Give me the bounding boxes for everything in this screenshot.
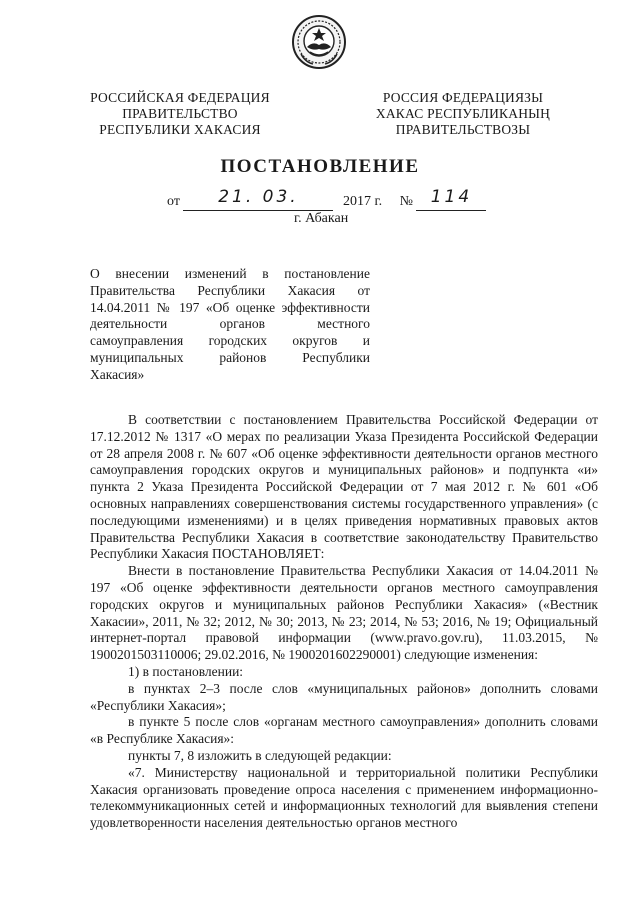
body-paragraph: пункты 7, 8 изложить в следующей редакции: xyxy=(128,747,392,763)
subject-line: деятельности органов местного xyxy=(90,316,370,332)
subject-line: 14.04.2011 № 197 «Об оценке эффективности xyxy=(90,299,370,315)
handwritten-date: 21. 03. xyxy=(218,187,299,207)
subject-line: О внесении изменений в постановление xyxy=(90,266,370,281)
body-paragraph: «7. Министерству национальной и территориальной политики Республики Хакасия организовать проведение опроса населения с применением информационно-телекоммуникационных сетей и информационных технологий для выявления степени удовлетворенности населения деятельностью органов местного xyxy=(90,764,598,831)
subject-line: самоуправления городских округов и xyxy=(90,333,370,349)
header-left-block xyxy=(80,90,280,138)
body-paragraph: Внести в постановление Правительства Республики Хакасия от 14.04.2011 № 197 «Об оценке эффективности деятельности органов местного самоуправления городских округов и муниципальных районов Республики Хакасия» («Вестник Хакасии», 2011, № 32; 2012, № 30; 2013, № 23; 2014, № 53; 2016, № 19; Официальный интернет-портал правовой информации (www.pravo.gov.ru), 11.03.2015, № 1900201503110006; 29.02.2016, № 1900201602290001) следующие изменения: xyxy=(90,563,598,663)
document-title: ПОСТАНОВЛЕНИЕ xyxy=(220,156,420,177)
subject-line: муниципальных районов Республики xyxy=(90,349,370,365)
date-field xyxy=(183,187,333,211)
header-left-line: РЕСПУБЛИКИ ХАКАСИЯ xyxy=(99,122,261,137)
coat-of-arms-emblem-icon xyxy=(291,14,347,70)
body-paragraph: 1) в постановлении: xyxy=(128,663,244,679)
header-right-line: РОССИЯ ФЕДЕРАЦИЯЗЫ xyxy=(382,90,544,105)
date-number-line xyxy=(167,187,486,211)
header-left-line: РОССИЙСКАЯ ФЕДЕРАЦИЯ xyxy=(90,90,270,105)
subject-line: Правительства Республики Хакасия от xyxy=(90,282,370,298)
city-label: г. Абакан xyxy=(294,211,349,226)
year-label: 2017 г. xyxy=(342,194,383,209)
header-right-line: ХАКАС РЕСПУБЛИКАНЫҢ xyxy=(375,106,551,121)
date-prefix: от xyxy=(167,194,180,209)
handwritten-number: 114 xyxy=(430,187,473,207)
number-sign: № xyxy=(399,194,413,209)
body-paragraph: в пункте 5 после слов «органам местного самоуправления» дополнить словами «в Республике Хакасия»: xyxy=(90,714,598,747)
subject-line: Хакасия» xyxy=(90,366,145,382)
number-field xyxy=(416,187,486,211)
header-right-line: ПРАВИТЕЛЬСТВОЗЫ xyxy=(395,122,531,137)
body-paragraph: В соответствии с постановлением Правительства Российской Федерации от 17.12.2012 № 1317 «О мерах по реализации Указа Президента Российской Федерации от 28 апреля 2008 г. № 607 «Об оценке эффективности деятельности органов местного самоуправления городских округов и муниципальных районов» и подпункта «и» пункта 2 Указа Президента Российской Федерации от 7 мая 2012 г. № 601 «Об основных направлениях совершенствования системы государственного управления» (с последующими изменениями) и в целях приведения нормативных правовых актов Правительства Республики Хакасия в соответствие законодательству Правительство Республики Хакасия ПОСТАНОВЛЯЕТ: xyxy=(90,412,598,562)
body-paragraph: в пунктах 2–3 после слов «муниципальных районов» дополнить словами «Республики Хакасия»; xyxy=(90,680,598,713)
subject-block xyxy=(90,266,370,384)
document-body xyxy=(90,412,598,832)
header-right-block xyxy=(358,90,568,138)
header-left-line: ПРАВИТЕЛЬСТВО xyxy=(122,106,238,121)
